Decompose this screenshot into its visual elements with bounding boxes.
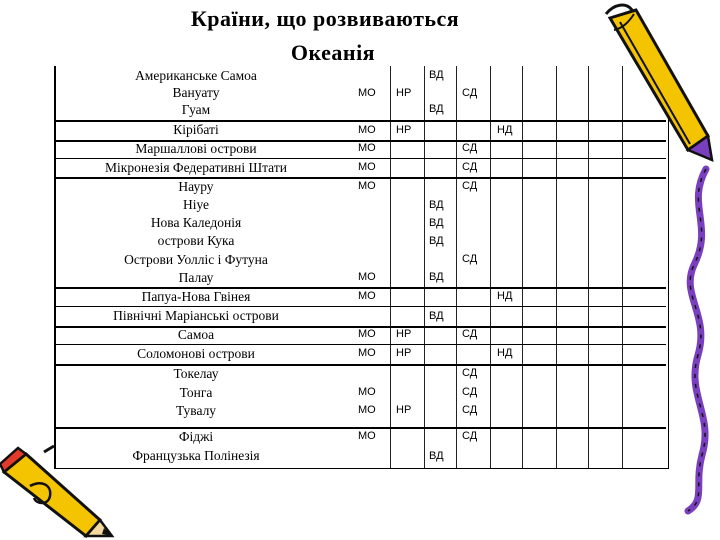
table-col-divider — [390, 66, 391, 468]
table-col-divider — [556, 66, 557, 468]
status-code: СД — [462, 253, 478, 265]
status-code: МО — [358, 347, 376, 359]
status-code: ВД — [429, 69, 444, 81]
status-code: МО — [358, 124, 376, 136]
country-name: Маршаллові острови — [135, 141, 257, 156]
status-code: СД — [462, 367, 478, 379]
status-code: СД — [462, 430, 478, 442]
pencil-icon — [596, 0, 720, 170]
status-code: ВД — [429, 103, 444, 115]
status-code: МО — [358, 404, 376, 416]
country-name: Тувалу — [175, 403, 217, 418]
status-code: МО — [358, 142, 376, 154]
country-name: Тонга — [179, 385, 213, 400]
status-code: СД — [462, 87, 478, 99]
table-col-divider — [522, 66, 523, 468]
country-name: Самоа — [177, 327, 215, 342]
status-code: ВД — [429, 271, 444, 283]
status-code: НР — [396, 328, 412, 340]
status-code: НР — [396, 124, 412, 136]
status-code: СД — [462, 328, 478, 340]
table-col-divider — [588, 66, 589, 468]
table-row-divider — [55, 306, 666, 307]
status-code: СД — [462, 180, 478, 192]
status-code: МО — [358, 290, 376, 302]
pencil-icon — [0, 440, 120, 540]
status-code: МО — [358, 430, 376, 442]
country-name: Мікронезія Федеративні Штати — [105, 160, 287, 175]
status-code: НР — [396, 87, 412, 99]
country-name: Північні Маріанські острови — [113, 308, 279, 323]
table-col-divider — [424, 66, 425, 468]
country-name: Фіджі — [178, 429, 214, 444]
country-name: Палау — [178, 270, 214, 285]
country-name: Нова Каледонія — [150, 215, 242, 230]
status-code: НР — [396, 347, 412, 359]
country-name: Острови Уолліс і Футуна — [124, 252, 268, 267]
country-name: Кірібаті — [173, 122, 219, 137]
status-code: СД — [462, 161, 478, 173]
country-name: острови Кука — [157, 233, 235, 248]
country-name: Папуа-Нова Гвінея — [141, 289, 251, 304]
country-name: Науру — [178, 179, 214, 194]
table-row-divider — [55, 158, 666, 159]
table-col-divider — [456, 66, 457, 468]
status-code: МО — [358, 161, 376, 173]
country-name: Французька Полінезія — [132, 448, 260, 463]
status-code: МО — [358, 271, 376, 283]
status-code: МО — [358, 87, 376, 99]
table-row-divider — [55, 344, 666, 345]
page-subtitle: Океанія — [290, 40, 376, 65]
country-name: Токелау — [173, 366, 219, 381]
status-code: МО — [358, 386, 376, 398]
status-code: НР — [396, 404, 412, 416]
squiggle-decoration-icon — [676, 165, 720, 515]
country-name: Американське Самоа — [135, 68, 257, 83]
country-name: Вануату — [172, 85, 220, 100]
status-code: СД — [462, 142, 478, 154]
status-code: НД — [497, 347, 513, 359]
status-code: СД — [462, 386, 478, 398]
table-col-divider — [490, 66, 491, 468]
country-name: Соломонові острови — [137, 346, 255, 361]
page-title: Країни, що розвиваються — [190, 6, 460, 31]
status-code: ВД — [429, 450, 444, 462]
status-code: НД — [497, 290, 513, 302]
status-code: ВД — [429, 235, 444, 247]
status-code: НД — [497, 124, 513, 136]
status-code: ВД — [429, 217, 444, 229]
status-code: МО — [358, 328, 376, 340]
status-code: ВД — [429, 310, 444, 322]
country-name: Ніуе — [182, 197, 210, 212]
status-code: МО — [358, 180, 376, 192]
status-code: ВД — [429, 199, 444, 211]
status-code: СД — [462, 404, 478, 416]
country-name: Гуам — [181, 102, 211, 117]
